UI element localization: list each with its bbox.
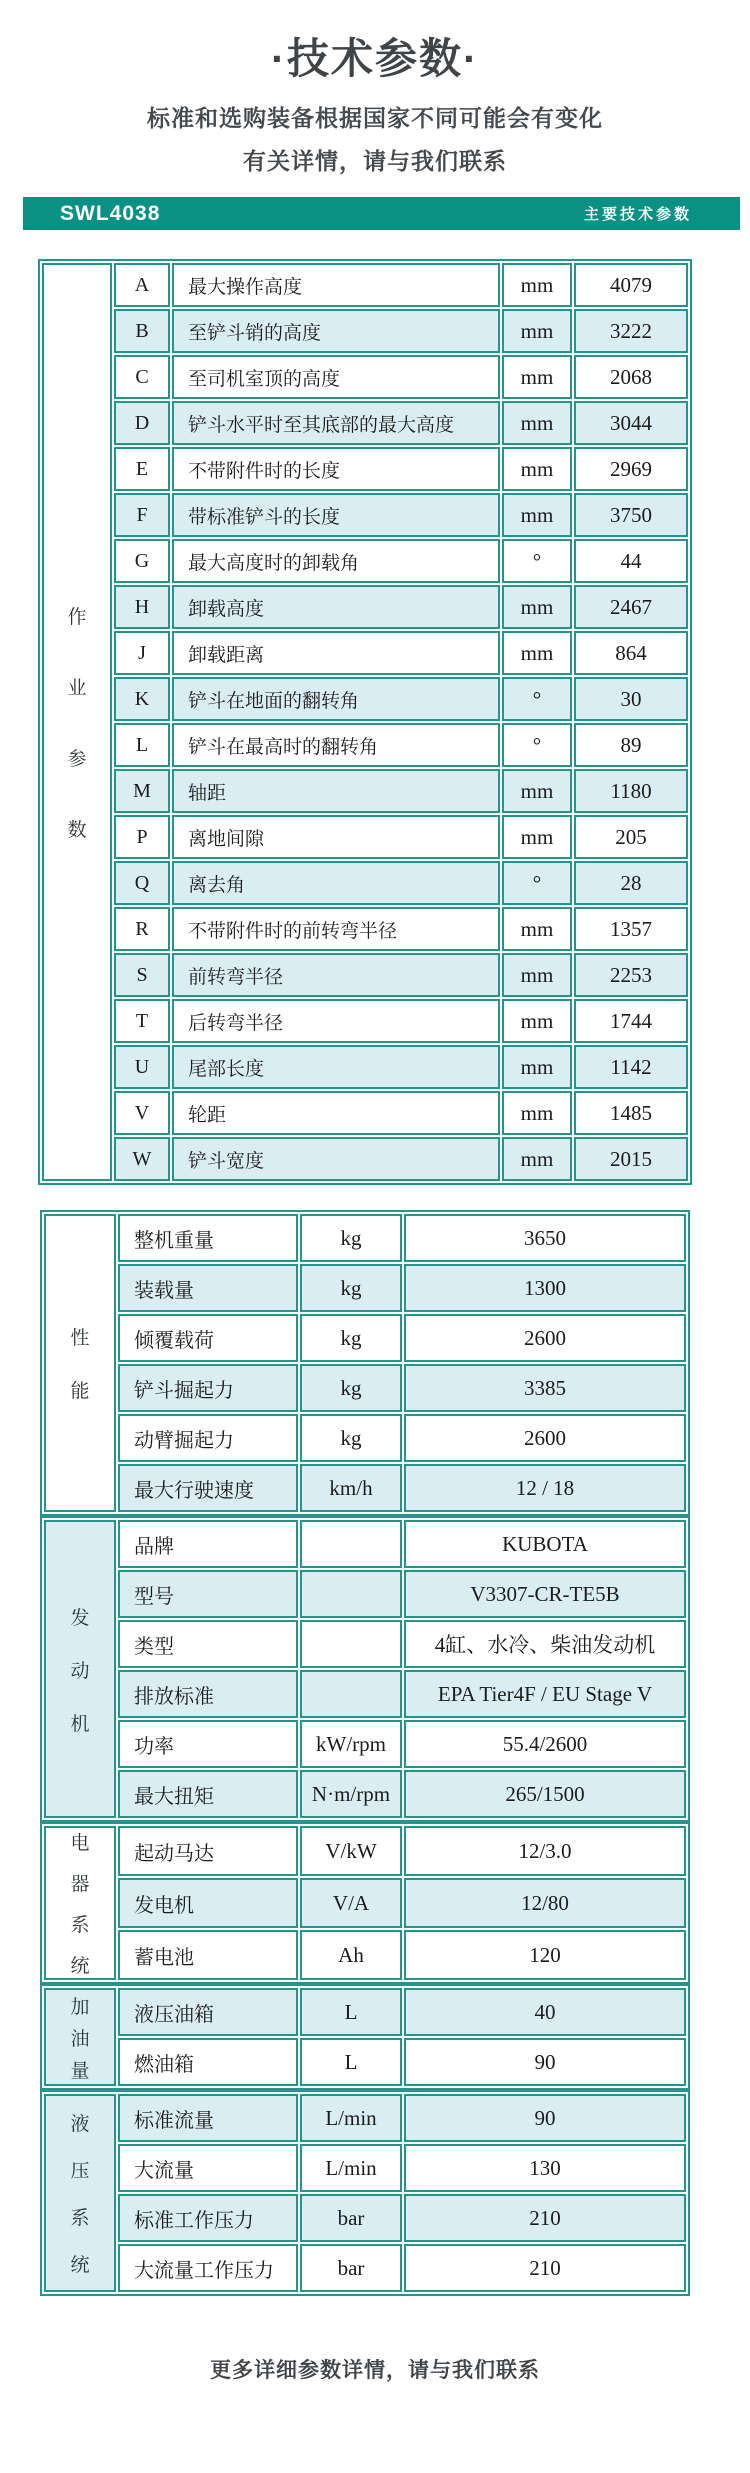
row-value: 2253	[574, 953, 688, 997]
row-label: 品牌	[118, 1520, 298, 1568]
table-row	[42, 769, 688, 813]
row-label: 最大行驶速度	[118, 1464, 298, 1512]
row-value: 265/1500	[404, 1770, 686, 1818]
table-row	[44, 2194, 686, 2242]
row-unit: mm	[502, 631, 572, 675]
table-row	[44, 1620, 686, 1668]
row-unit: mm	[502, 1091, 572, 1135]
row-value: 205	[574, 815, 688, 859]
row-unit: kg	[300, 1264, 402, 1312]
table-row	[44, 1214, 686, 1262]
row-unit: kg	[300, 1414, 402, 1462]
row-unit: mm	[502, 585, 572, 629]
table-row	[42, 677, 688, 721]
row-value: 3044	[574, 401, 688, 445]
row-value: EPA Tier4F / EU Stage V	[404, 1670, 686, 1718]
row-unit: V/kW	[300, 1826, 402, 1876]
table-row	[44, 1720, 686, 1768]
row-value: 3750	[574, 493, 688, 537]
row-label: 卸载距离	[172, 631, 500, 675]
table-row	[44, 1464, 686, 1512]
row-unit: kg	[300, 1364, 402, 1412]
table-row	[42, 585, 688, 629]
row-value: 2467	[574, 585, 688, 629]
row-unit: km/h	[300, 1464, 402, 1512]
row-label: 轴距	[172, 769, 500, 813]
row-label: 铲斗在最高时的翻转角	[172, 723, 500, 767]
table-row	[44, 1570, 686, 1618]
table-row	[42, 631, 688, 675]
table-row	[44, 2038, 686, 2086]
row-unit: °	[502, 539, 572, 583]
table-row	[42, 309, 688, 353]
table-row	[44, 1930, 686, 1980]
row-value: 3650	[404, 1214, 686, 1262]
row-value: 28	[574, 861, 688, 905]
row-unit: mm	[502, 1137, 572, 1181]
row-unit: mm	[502, 401, 572, 445]
row-code: S	[114, 953, 170, 997]
row-code: P	[114, 815, 170, 859]
row-code: F	[114, 493, 170, 537]
spec-table-performance	[40, 1210, 690, 1516]
row-value: 1300	[404, 1264, 686, 1312]
row-unit	[300, 1570, 402, 1618]
row-label: 燃油箱	[118, 2038, 298, 2086]
row-label: 液压油箱	[118, 1988, 298, 2036]
row-value: 89	[574, 723, 688, 767]
row-value: 44	[574, 539, 688, 583]
subtitle-line-1: 标准和选购装备根据国家不同可能会有变化	[147, 105, 603, 131]
row-label: 排放标准	[118, 1670, 298, 1718]
row-code: D	[114, 401, 170, 445]
table-row	[44, 1878, 686, 1928]
table-row	[42, 723, 688, 767]
row-label: 最大操作高度	[172, 263, 500, 307]
row-unit: L/min	[300, 2094, 402, 2142]
category-label: 液 压 系 统	[44, 2094, 116, 2292]
row-unit	[300, 1620, 402, 1668]
category-label: 作 业 参 数	[42, 263, 112, 1181]
table-row	[44, 2144, 686, 2192]
row-unit: Ah	[300, 1930, 402, 1980]
row-value: 3385	[404, 1364, 686, 1412]
heading-block	[0, 0, 750, 176]
row-value: 30	[574, 677, 688, 721]
table-row	[44, 1770, 686, 1818]
table-row	[44, 1670, 686, 1718]
row-value: 120	[404, 1930, 686, 1980]
row-value: 130	[404, 2144, 686, 2192]
table-row	[44, 1314, 686, 1362]
operating-parameters-table	[38, 259, 692, 1185]
row-label: 蓄电池	[118, 1930, 298, 1980]
row-value: V3307-CR-TE5B	[404, 1570, 686, 1618]
row-value: 4079	[574, 263, 688, 307]
row-unit: mm	[502, 447, 572, 491]
row-code: J	[114, 631, 170, 675]
row-label: 装载量	[118, 1264, 298, 1312]
table-row	[42, 999, 688, 1043]
footer-note: 更多详细参数详情，请与我们联系	[210, 2359, 540, 2382]
row-value: 90	[404, 2038, 686, 2086]
row-code: C	[114, 355, 170, 399]
table-row	[42, 263, 688, 307]
row-value: 2600	[404, 1414, 686, 1462]
model-header-bar	[23, 197, 740, 230]
row-label: 带标准铲斗的长度	[172, 493, 500, 537]
row-unit: L	[300, 1988, 402, 2036]
category-label: 发 动 机	[44, 1520, 116, 1818]
table-row	[42, 447, 688, 491]
table-row	[44, 1826, 686, 1876]
subtitle-line-2: 有关详情，请与我们联系	[243, 148, 507, 174]
row-code: V	[114, 1091, 170, 1135]
row-value: 2969	[574, 447, 688, 491]
row-value: 2600	[404, 1314, 686, 1362]
row-unit: mm	[502, 999, 572, 1043]
row-value: 90	[404, 2094, 686, 2142]
row-label: 后转弯半径	[172, 999, 500, 1043]
table-row	[42, 539, 688, 583]
row-value: KUBOTA	[404, 1520, 686, 1568]
row-code: A	[114, 263, 170, 307]
table-row	[42, 1091, 688, 1135]
row-label: 型号	[118, 1570, 298, 1618]
row-unit: mm	[502, 815, 572, 859]
row-label: 离去角	[172, 861, 500, 905]
row-unit: bar	[300, 2244, 402, 2292]
row-value: 4缸、水冷、柴油发动机	[404, 1620, 686, 1668]
row-label: 轮距	[172, 1091, 500, 1135]
row-label: 起动马达	[118, 1826, 298, 1876]
row-value: 864	[574, 631, 688, 675]
table-row	[44, 1414, 686, 1462]
row-unit: mm	[502, 907, 572, 951]
table-row	[42, 355, 688, 399]
row-value: 12/80	[404, 1878, 686, 1928]
row-label: 不带附件时的前转弯半径	[172, 907, 500, 951]
row-unit: kg	[300, 1314, 402, 1362]
row-unit: mm	[502, 309, 572, 353]
row-value: 55.4/2600	[404, 1720, 686, 1768]
row-label: 前转弯半径	[172, 953, 500, 997]
row-unit: mm	[502, 1045, 572, 1089]
row-label: 功率	[118, 1720, 298, 1768]
row-unit: V/A	[300, 1878, 402, 1928]
table-row	[42, 861, 688, 905]
row-code: Q	[114, 861, 170, 905]
row-label: 铲斗在地面的翻转角	[172, 677, 500, 721]
category-label: 电 器 系 统	[44, 1826, 116, 1980]
row-code: H	[114, 585, 170, 629]
row-value: 3222	[574, 309, 688, 353]
model-name: SWL4038	[60, 201, 161, 225]
row-label: 铲斗宽度	[172, 1137, 500, 1181]
category-label: 性 能	[44, 1214, 116, 1512]
row-label: 类型	[118, 1620, 298, 1668]
row-label: 标准工作压力	[118, 2194, 298, 2242]
table-row	[42, 401, 688, 445]
row-label: 大流量工作压力	[118, 2244, 298, 2292]
row-value: 1485	[574, 1091, 688, 1135]
row-label: 标准流量	[118, 2094, 298, 2142]
row-unit: L	[300, 2038, 402, 2086]
table-row	[42, 907, 688, 951]
table-row	[44, 1520, 686, 1568]
row-label: 卸载高度	[172, 585, 500, 629]
spec-table-engine	[40, 1516, 690, 1822]
row-value: 1357	[574, 907, 688, 951]
row-value: 1744	[574, 999, 688, 1043]
row-unit: mm	[502, 769, 572, 813]
row-label: 至铲斗销的高度	[172, 309, 500, 353]
row-code: T	[114, 999, 170, 1043]
row-unit: °	[502, 677, 572, 721]
row-label: 动臂掘起力	[118, 1414, 298, 1462]
table-row	[44, 1264, 686, 1312]
row-unit: mm	[502, 493, 572, 537]
row-code: W	[114, 1137, 170, 1181]
row-unit: N·m/rpm	[300, 1770, 402, 1818]
spec-table-hydraulic-system	[40, 2090, 690, 2296]
table-row	[44, 1988, 686, 2036]
row-code: U	[114, 1045, 170, 1089]
row-value: 1142	[574, 1045, 688, 1089]
row-value: 210	[404, 2194, 686, 2242]
row-label: 至司机室顶的高度	[172, 355, 500, 399]
row-value: 210	[404, 2244, 686, 2292]
row-unit: °	[502, 861, 572, 905]
table-row	[42, 1045, 688, 1089]
row-unit: mm	[502, 263, 572, 307]
table-row	[42, 815, 688, 859]
row-code: M	[114, 769, 170, 813]
row-value: 12/3.0	[404, 1826, 686, 1876]
row-label: 倾覆载荷	[118, 1314, 298, 1362]
row-label: 尾部长度	[172, 1045, 500, 1089]
row-code: E	[114, 447, 170, 491]
spec-table-electrical-system	[40, 1822, 690, 1984]
row-label: 最大高度时的卸载角	[172, 539, 500, 583]
row-value: 12 / 18	[404, 1464, 686, 1512]
row-code: R	[114, 907, 170, 951]
row-unit	[300, 1670, 402, 1718]
row-code: K	[114, 677, 170, 721]
row-code: L	[114, 723, 170, 767]
spec-table-refill-capacity	[40, 1984, 690, 2090]
row-label: 大流量	[118, 2144, 298, 2192]
table-row	[42, 493, 688, 537]
row-label: 铲斗水平时至其底部的最大高度	[172, 401, 500, 445]
row-code: B	[114, 309, 170, 353]
table-row	[42, 1137, 688, 1181]
table-row	[44, 2244, 686, 2292]
header-bar-label: 主要技术参数	[583, 206, 692, 223]
row-value: 1180	[574, 769, 688, 813]
page-title: ·技术参数·	[271, 35, 479, 82]
row-label: 发电机	[118, 1878, 298, 1928]
row-value: 40	[404, 1988, 686, 2036]
row-value: 2068	[574, 355, 688, 399]
row-unit: kg	[300, 1214, 402, 1262]
row-unit: mm	[502, 953, 572, 997]
row-code: G	[114, 539, 170, 583]
row-value: 2015	[574, 1137, 688, 1181]
row-unit: mm	[502, 355, 572, 399]
row-unit: °	[502, 723, 572, 767]
table-row	[42, 953, 688, 997]
category-label: 加 油 量	[44, 1988, 116, 2086]
row-label: 不带附件时的长度	[172, 447, 500, 491]
row-unit: kW/rpm	[300, 1720, 402, 1768]
row-unit: bar	[300, 2194, 402, 2242]
row-unit: L/min	[300, 2144, 402, 2192]
table-row	[44, 1364, 686, 1412]
table-row	[44, 2094, 686, 2142]
row-label: 铲斗掘起力	[118, 1364, 298, 1412]
row-label: 整机重量	[118, 1214, 298, 1262]
row-unit	[300, 1520, 402, 1568]
row-label: 最大扭矩	[118, 1770, 298, 1818]
row-label: 离地间隙	[172, 815, 500, 859]
